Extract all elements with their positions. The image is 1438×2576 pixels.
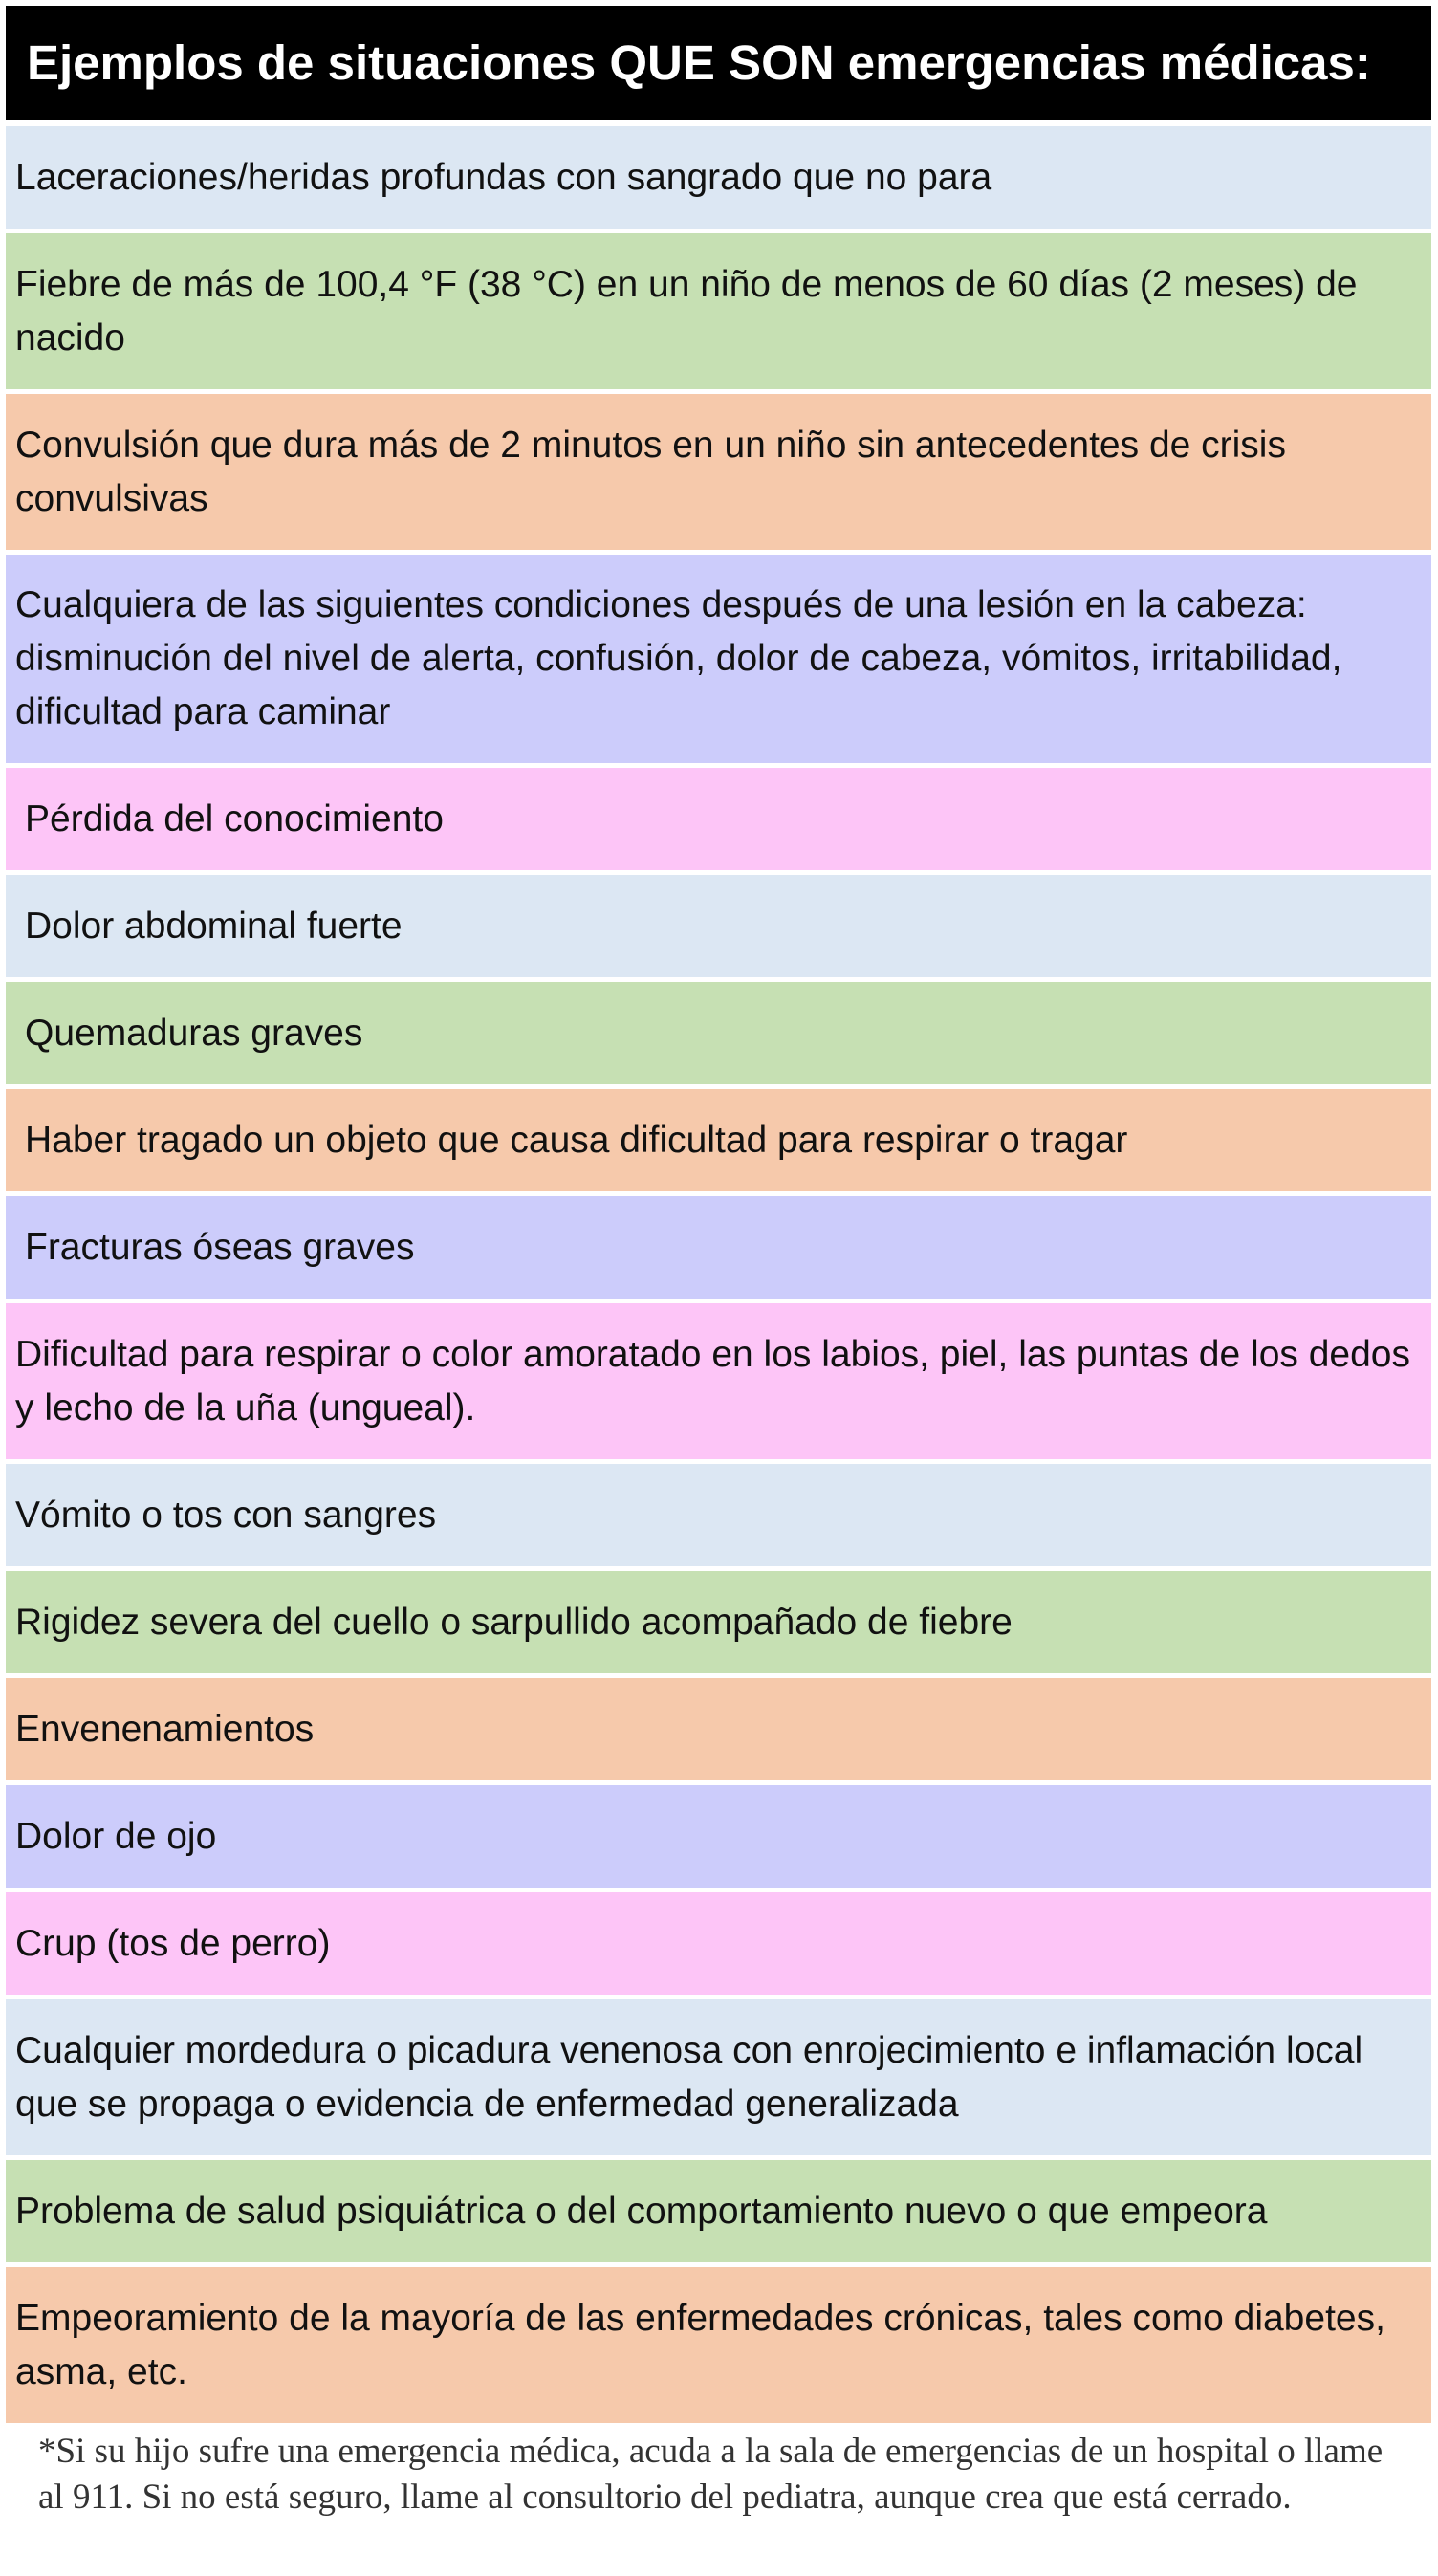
list-item: Convulsión que dura más de 2 minutos en un niño sin antecedentes de crisis convulsivas bbox=[6, 394, 1431, 550]
list-item: Laceraciones/heridas profundas con sangrado que no para bbox=[6, 126, 1431, 229]
list-item: Fiebre de más de 100,4 °F (38 °C) en un niño de menos de 60 días (2 meses) de nacido bbox=[6, 233, 1431, 389]
list-item: Envenenamientos bbox=[6, 1678, 1431, 1780]
list-item: Dificultad para respirar o color amoratado en los labios, piel, las puntas de los dedos y lecho de la uña (ungueal). bbox=[6, 1303, 1431, 1459]
list-item: Empeoramiento de la mayoría de las enfermedades crónicas, tales como diabetes, asma, etc. bbox=[6, 2267, 1431, 2423]
list-item: Dolor abdominal fuerte bbox=[6, 875, 1431, 977]
list-item: Dolor de ojo bbox=[6, 1785, 1431, 1888]
list-item: Problema de salud psiquiátrica o del comportamiento nuevo o que empeora bbox=[6, 2160, 1431, 2262]
list-item: Vómito o tos con sangres bbox=[6, 1464, 1431, 1566]
list-item: Cualquiera de las siguientes condiciones después de una lesión en la cabeza: disminución del nivel de alerta, confusión, dolor de cabeza, vómitos, irritabilidad, dificultad para caminar bbox=[6, 555, 1431, 763]
list-item: Rigidez severa del cuello o sarpullido acompañado de fiebre bbox=[6, 1571, 1431, 1673]
table-title: Ejemplos de situaciones QUE SON emergencias médicas: bbox=[6, 6, 1431, 120]
list-item: Haber tragado un objeto que causa dificultad para respirar o tragar bbox=[6, 1089, 1431, 1191]
list-item: Fracturas óseas graves bbox=[6, 1196, 1431, 1299]
list-item: Crup (tos de perro) bbox=[6, 1892, 1431, 1995]
list-item: Quemaduras graves bbox=[6, 982, 1431, 1084]
list-item: Pérdida del conocimiento bbox=[6, 768, 1431, 870]
emergency-examples-table bbox=[6, 6, 1431, 2521]
footnote: *Si su hijo sufre una emergencia médica, acuda a la sala de emergencias de un hospital o llame al 911. Si no está seguro, llame al consultorio del pediatra, aunque crea que está cerrado. bbox=[38, 2432, 1384, 2517]
list-item: Cualquier mordedura o picadura venenosa con enrojecimiento e inflamación local que se propaga o evidencia de enfermedad generalizada bbox=[6, 1999, 1431, 2155]
